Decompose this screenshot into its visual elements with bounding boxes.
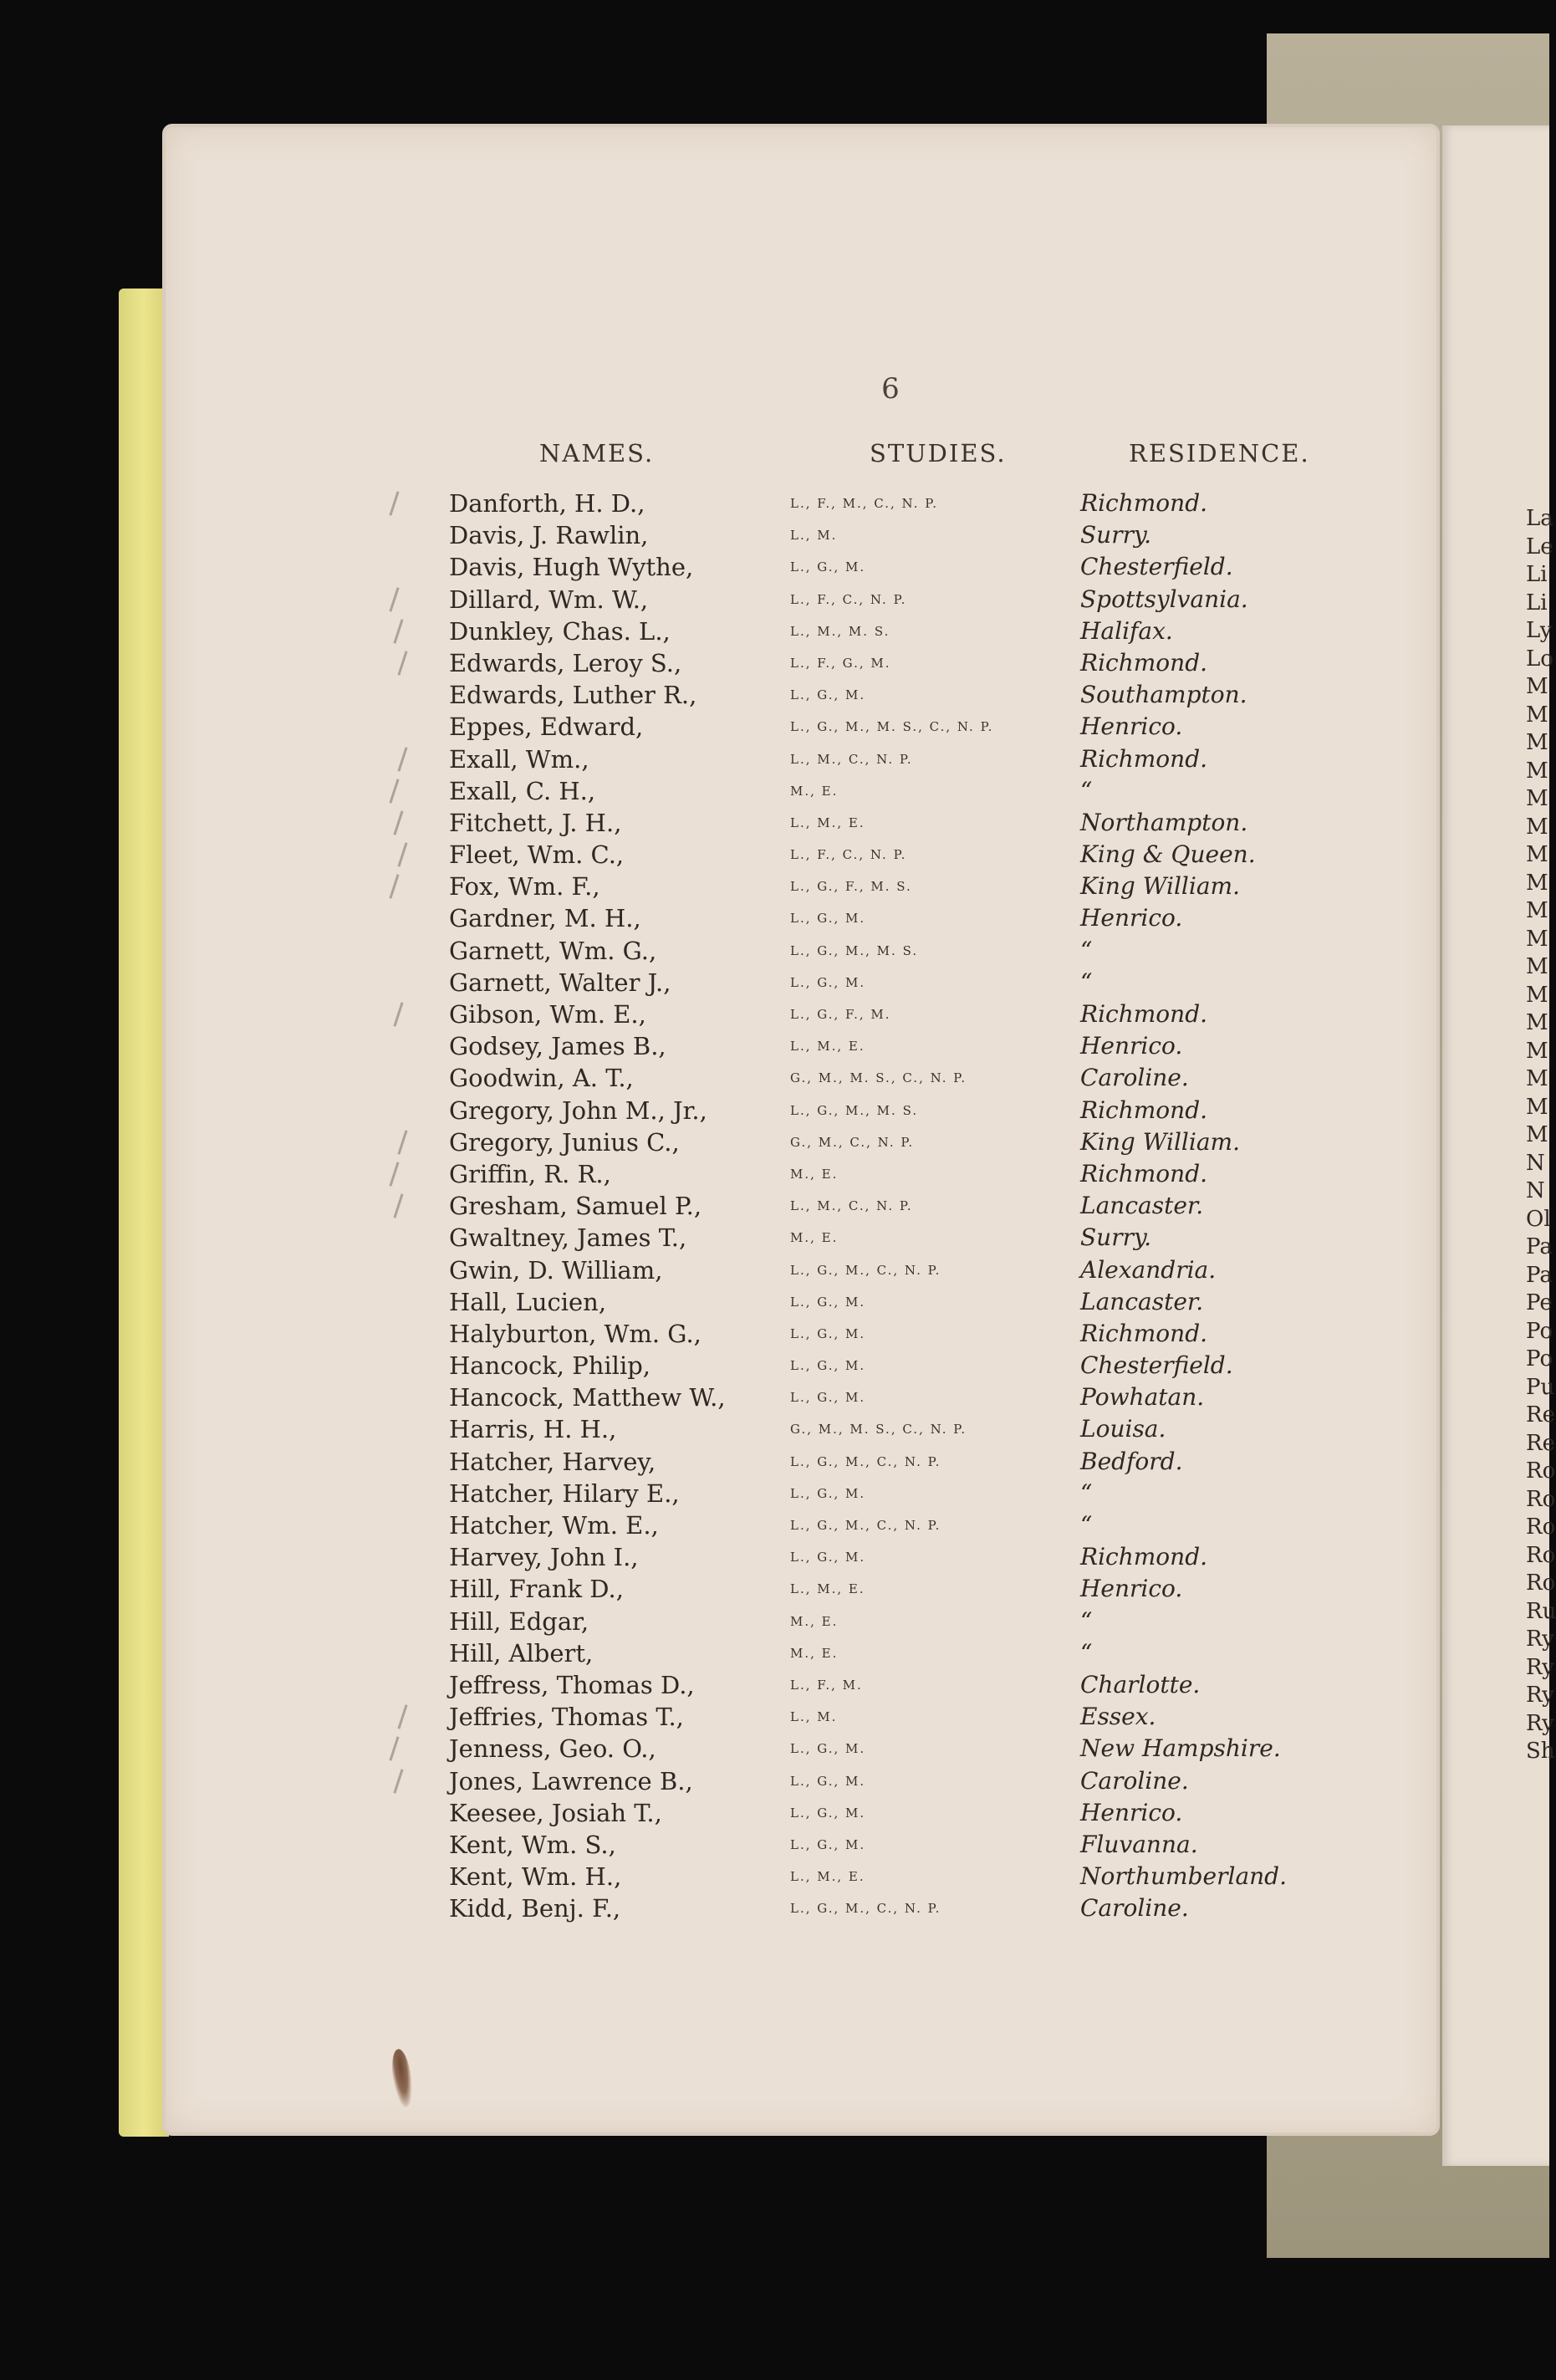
facing-page-line: N [1526,1150,1545,1176]
roster-row [0,1223,1549,1255]
facing-page-line: M [1526,674,1548,699]
roster-row [0,1160,1549,1192]
student-name: Godsey, James B., [449,1032,666,1061]
student-studies: L., G., M., M. S. [790,1102,919,1118]
student-studies: L., G., M. [790,1836,866,1852]
roster-row [0,1320,1549,1351]
student-studies: L., G., M. [790,1741,866,1757]
student-name: Dunkley, Chas. L., [449,616,671,646]
student-residence: Richmond. [1080,489,1208,517]
student-name: Fitchett, J. H., [449,808,622,837]
facing-page-line: Ly [1526,618,1553,643]
student-name: Hall, Lucien, [449,1287,607,1316]
student-name: Gwin, D. William, [449,1255,663,1284]
student-name: Edwards, Leroy S., [449,648,682,677]
facing-page-line: Ro [1526,1514,1556,1540]
pencil-tick-mark [393,619,403,643]
student-studies: L., M., E. [790,1869,865,1885]
student-name: Hatcher, Wm. E., [449,1511,659,1540]
roster-row [0,1639,1549,1671]
student-residence: “ [1080,1479,1093,1507]
roster-row [0,1703,1549,1734]
student-residence: Southampton. [1080,681,1247,709]
facing-page-line: M [1526,786,1548,811]
roster-row [0,1799,1549,1831]
student-studies: L., G., M., C., N. P. [790,1901,941,1917]
student-name: Gresham, Samuel P., [449,1192,702,1221]
student-residence: Fluvanna. [1080,1830,1198,1858]
student-residence: Richmond. [1080,744,1208,773]
student-name: Harris, H. H., [449,1415,617,1444]
student-studies: L., G., M., C., N. P. [790,1453,941,1469]
student-name: Goodwin, A. T., [449,1064,634,1093]
student-studies: L., M., M. S. [790,623,890,639]
facing-page-line: Ro [1526,1542,1556,1568]
student-residence: Northampton. [1080,808,1248,836]
student-studies: L., M., C., N. P. [790,751,913,767]
student-residence: “ [1080,1511,1093,1539]
roster-row [0,489,1549,521]
roster-row [0,872,1549,904]
student-studies: L., G., M. [790,1485,866,1501]
pencil-tick-mark [393,1193,403,1218]
student-residence: Richmond. [1080,1096,1208,1124]
student-residence: “ [1080,936,1093,964]
student-name: Gibson, Wm. E., [449,1000,646,1029]
roster-row [0,1894,1549,1926]
roster-row [0,1096,1549,1128]
facing-page-line: Pa [1526,1262,1553,1288]
student-name: Fox, Wm. F., [449,872,600,901]
student-name: Dillard, Wm. W., [449,585,649,614]
student-name: Hill, Edgar, [449,1606,589,1636]
student-residence: Halifax. [1080,616,1173,645]
roster-row [0,585,1549,617]
pencil-tick-mark [397,1130,407,1154]
student-studies: L., G., M. [790,1325,866,1341]
roster-row [0,1351,1549,1383]
student-studies: L., G., M., M. S. [790,942,919,958]
facing-page-line: M [1526,1094,1548,1120]
student-studies: L., M. [790,528,838,544]
student-roster [0,489,1549,1926]
facing-page-line: M [1526,1122,1548,1147]
student-studies: L., F., M., C., N. P. [790,496,939,511]
student-residence: New Hampshire. [1080,1734,1281,1763]
pencil-tick-mark [397,1704,407,1729]
student-studies: M., E. [790,1613,839,1629]
pencil-tick-mark [389,1737,399,1761]
facing-page-line: Li [1526,590,1548,615]
student-studies: M., E. [790,1645,839,1661]
student-residence: Louisa. [1080,1415,1166,1443]
roster-row [0,937,1549,968]
facing-page-line: Po [1526,1318,1553,1344]
student-name: Jones, Lawrence B., [449,1766,693,1795]
student-studies: L., G., M. [790,911,866,927]
facing-page-line: Lo [1526,646,1553,672]
facing-page-line: Pu [1526,1374,1555,1400]
student-studies: L., F., M. [790,1677,863,1693]
student-name: Hill, Albert, [449,1638,594,1668]
facing-page-line: Po [1526,1346,1553,1371]
pencil-tick-mark [389,779,399,803]
student-residence: “ [1080,776,1093,804]
pencil-tick-mark [397,651,407,675]
facing-page-line: M [1526,926,1548,952]
pencil-tick-mark [397,747,407,771]
student-residence: “ [1080,968,1093,996]
roster-row [0,1192,1549,1223]
facing-page-line: Re [1526,1430,1555,1456]
student-name: Halyburton, Wm. G., [449,1319,701,1348]
facing-page-line: Ry [1526,1710,1554,1736]
facing-page-line: M [1526,982,1548,1008]
student-name: Davis, Hugh Wythe, [449,553,694,582]
facing-page-line: M [1526,702,1548,728]
pencil-tick-mark [393,1769,403,1793]
student-studies: L., G., M. [790,687,866,703]
facing-page-line: Ol [1526,1206,1551,1232]
roster-row [0,1128,1549,1160]
student-residence: Caroline. [1080,1894,1189,1923]
roster-row [0,1479,1549,1511]
student-name: Gwaltney, James T., [449,1223,687,1253]
student-residence: Henrico. [1080,904,1183,932]
student-studies: L., G., M. [790,1773,866,1789]
roster-row [0,777,1549,809]
roster-row [0,1383,1549,1415]
student-name: Eppes, Edward, [449,712,644,742]
facing-page-line: M [1526,730,1548,755]
pencil-tick-mark [393,1002,403,1026]
roster-row [0,1607,1549,1639]
student-studies: L., G., M., M. S., C., N. P. [790,719,994,735]
roster-row [0,745,1549,777]
roster-row [0,521,1549,553]
roster-row [0,904,1549,936]
names-column-header: NAMES. [539,439,655,467]
student-studies: L., M., E. [790,1581,865,1597]
student-name: Exall, Wm., [449,744,589,774]
student-studies: L., F., G., M. [790,655,891,671]
student-residence: Richmond. [1080,1319,1208,1347]
page-number: 6 [881,372,900,406]
student-name: Hill, Frank D., [449,1575,624,1604]
student-studies: L., M., C., N. P. [790,1198,913,1214]
student-studies: L., G., M. [790,1805,866,1821]
student-name: Jeffries, Thomas T., [449,1703,684,1732]
roster-row [0,1511,1549,1543]
roster-row [0,1256,1549,1288]
student-residence: “ [1080,1638,1093,1667]
student-residence: Henrico. [1080,1032,1183,1060]
roster-row [0,1288,1549,1320]
student-residence: Spottsylvania. [1080,585,1248,613]
student-residence: Essex. [1080,1703,1156,1731]
roster-row [0,1734,1549,1766]
facing-page-line: Ro [1526,1458,1556,1484]
facing-page-line: Pa [1526,1234,1553,1259]
student-residence: Surry. [1080,1223,1151,1252]
facing-page-line: M [1526,1066,1548,1091]
roster-row [0,1448,1549,1479]
facing-page-line: Re [1526,1402,1555,1427]
student-studies: L., G., M. [790,974,866,990]
student-studies: L., G., M., C., N. P. [790,1518,941,1533]
facing-page-line: M [1526,1010,1548,1035]
student-residence: Surry. [1080,521,1151,549]
student-residence: Richmond. [1080,1159,1208,1187]
student-name: Keesee, Josiah T., [449,1798,662,1827]
facing-page-line: N [1526,1178,1545,1203]
facing-page-line: Ry [1526,1627,1554,1652]
facing-page-line: Le [1526,534,1553,559]
student-name: Hancock, Philip, [449,1351,651,1381]
roster-row [0,1671,1549,1703]
pencil-tick-mark [389,491,399,515]
facing-page-line: M [1526,954,1548,979]
facing-page-line: Ry [1526,1654,1554,1680]
student-studies: L., G., M. [790,1294,866,1310]
facing-page-line: Pe [1526,1290,1553,1315]
student-name: Hatcher, Hilary E., [449,1479,680,1508]
student-residence: Richmond. [1080,1543,1208,1571]
roster-row [0,840,1549,872]
student-name: Gregory, John M., Jr., [449,1096,707,1125]
roster-row [0,1862,1549,1894]
student-name: Hatcher, Harvey, [449,1447,656,1476]
roster-row [0,968,1549,1000]
roster-row [0,553,1549,585]
roster-row [0,649,1549,681]
roster-row [0,1032,1549,1064]
facing-page-line: M [1526,842,1548,867]
student-studies: M., E. [790,1166,839,1182]
student-studies: L., F., C., N. P. [790,591,907,607]
roster-row [0,617,1549,649]
student-name: Kent, Wm. H., [449,1862,622,1892]
roster-row [0,1575,1549,1606]
student-studies: L., M. [790,1709,838,1725]
roster-row [0,681,1549,712]
student-studies: G., M., M. S., C., N. P. [790,1070,967,1086]
student-studies: L., G., F., M. [790,1007,891,1022]
student-residence: Powhatan. [1080,1383,1205,1412]
facing-page-line: Ro [1526,1570,1556,1596]
student-studies: L., G., M. [790,1550,866,1565]
roster-row [0,1064,1549,1096]
facing-page-line: Li [1526,562,1548,587]
student-residence: Lancaster. [1080,1287,1204,1315]
student-name: Jenness, Geo. O., [449,1734,656,1764]
pencil-tick-mark [393,810,403,835]
student-residence: Caroline. [1080,1064,1189,1092]
student-name: Fleet, Wm. C., [449,840,625,870]
facing-page-line: Ro [1526,1486,1556,1512]
studies-column-header: STUDIES. [870,439,1007,467]
student-studies: G., M., M. S., C., N. P. [790,1422,967,1438]
residence-column-header: RESIDENCE. [1129,439,1310,467]
student-studies: L., G., M., C., N. P. [790,1262,941,1278]
facing-page-line: M [1526,1038,1548,1064]
pencil-tick-mark [389,875,399,899]
student-name: Harvey, John I., [449,1543,639,1572]
student-residence: Richmond. [1080,1000,1208,1028]
student-name: Gardner, M. H., [449,904,641,933]
roster-row [0,1000,1549,1032]
student-residence: Henrico. [1080,712,1183,741]
student-name: Danforth, H. D., [449,489,645,518]
student-name: Gregory, Junius C., [449,1127,680,1157]
student-studies: G., M., C., N. P. [790,1134,915,1150]
roster-row [0,1831,1549,1862]
student-residence: Charlotte. [1080,1670,1201,1698]
student-name: Kidd, Benj. F., [449,1894,621,1923]
student-residence: Chesterfield. [1080,553,1233,581]
student-studies: L., G., M. [790,559,866,575]
student-residence: Richmond. [1080,648,1208,677]
student-residence: Lancaster. [1080,1192,1204,1220]
student-name: Garnett, Wm. G., [449,936,657,965]
student-studies: M., E. [790,1230,839,1246]
student-name: Griffin, R. R., [449,1159,611,1188]
student-name: Garnett, Walter J., [449,968,671,997]
roster-row [0,809,1549,840]
student-residence: Henrico. [1080,1575,1183,1603]
student-studies: L., M., E. [790,815,865,830]
facing-page-line: M [1526,814,1548,840]
student-name: Edwards, Luther R., [449,681,697,710]
student-residence: Bedford. [1080,1447,1183,1475]
student-residence: King William. [1080,1127,1240,1156]
facing-page-line: Ru [1526,1598,1556,1624]
student-name: Exall, C. H., [449,776,596,805]
student-residence: Chesterfield. [1080,1351,1233,1380]
student-residence: “ [1080,1606,1093,1635]
facing-page-line: M [1526,870,1548,896]
student-name: Kent, Wm. S., [449,1830,616,1859]
student-studies: L., M., E. [790,1039,865,1055]
facing-page-line: Ry [1526,1683,1554,1708]
student-studies: L., G., M. [790,1358,866,1374]
facing-page-line: M [1526,898,1548,923]
facing-page-line: Sh [1526,1739,1555,1764]
roster-row [0,1543,1549,1575]
facing-page-line: M [1526,758,1548,784]
roster-row [0,1415,1549,1447]
student-residence: Alexandria. [1080,1255,1217,1284]
student-studies: L., F., C., N. P. [790,847,907,863]
roster-row [0,712,1549,744]
student-residence: Northumberland. [1080,1862,1287,1891]
pencil-tick-mark [389,1162,399,1186]
pencil-tick-mark [397,842,407,866]
student-residence: Henrico. [1080,1798,1183,1826]
student-studies: L., G., M. [790,1390,866,1406]
roster-row [0,1767,1549,1799]
pencil-tick-mark [389,587,399,611]
student-studies: M., E. [790,783,839,799]
facing-page-line: La [1526,506,1553,531]
student-name: Jeffress, Thomas D., [449,1670,695,1699]
student-residence: King & Queen. [1080,840,1256,869]
student-name: Hancock, Matthew W., [449,1383,726,1412]
student-name: Davis, J. Rawlin, [449,521,649,550]
student-residence: King William. [1080,872,1240,901]
student-studies: L., G., F., M. S. [790,879,912,895]
student-residence: Caroline. [1080,1766,1189,1795]
